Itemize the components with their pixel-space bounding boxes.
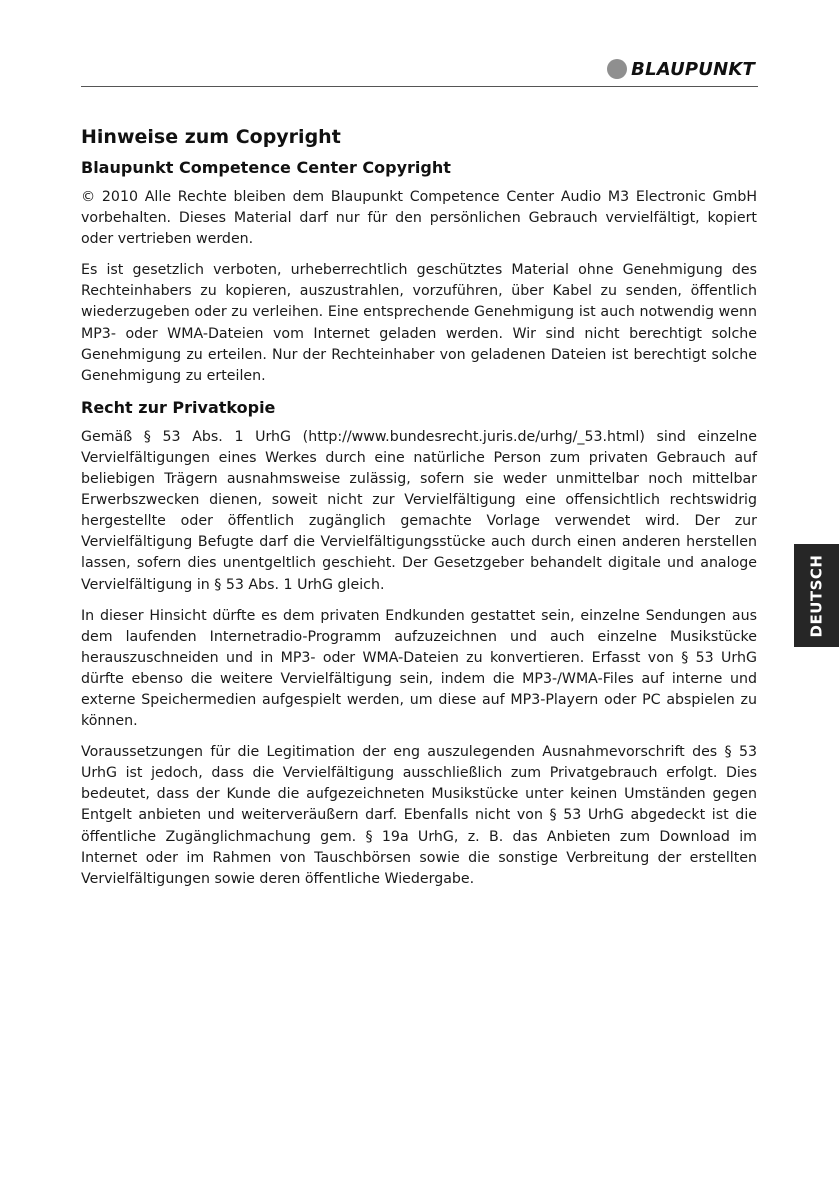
section-heading-private-copy: Recht zur Privatkopie xyxy=(81,397,276,417)
section-competence-center-copyright xyxy=(81,157,757,387)
brand-name: BLAUPUNKT xyxy=(631,58,755,80)
brand-logo xyxy=(607,58,755,80)
header-divider xyxy=(81,86,758,87)
language-tab-label: DEUTSCH xyxy=(807,554,826,637)
paragraph-section-53: Gemäß § 53 Abs. 1 UrhG (http://www.bundesrecht.juris.de/urhg/_53.html) sind einzelne Vervielfältigungen eines Werkes durch eine natürliche Person zum privaten Gebrauch auf beliebigen Trägern ausnahmsweise zulässig, sofern sie weder unmittelbar noch mittelbar Erwerbszwecken dienen, soweit nicht zur Vervielfältigung eine offensichtlich rechtswidrig hergestellte oder öffentlich zugänglich gemachte Vorlage verwendet wird. Der zur Vervielfältigung Befugte darf die Vervielfältigungsstücke auch durch einen anderen herstellen lassen, sofern dies unentgeltlich geschieht. Der Gesetzgeber behandelt digitale und analoge Vervielfältigung in § 53 Abs. 1 UrhG gleich. xyxy=(81,428,757,593)
section-private-copy xyxy=(81,397,757,890)
paragraph-legal-prohibition: Es ist gesetzlich verboten, urheberrechtlich geschütztes Material ohne Genehmigung des Rechteinhabers zu kopieren, auszustrahlen, vorzuführen, über Kabel zu senden, öffentlich wiederzugeben oder zu verleihen. Eine entsprechende Genehmigung ist auch notwendig wenn MP3- oder WMA-Dateien vom Internet geladen werden. Wir sind nicht berechtigt solche Genehmigung zu erteilen. Nur der Rechteinhaber von geladenen Dateien ist berechtigt solche Genehmigung zu erteilen. xyxy=(81,262,757,384)
paragraph-rights-reserved: © 2010 Alle Rechte bleiben dem Blaupunkt Competence Center Audio M3 Electronic GmbH vorbehalten. Dieses Material darf nur für den persönlichen Gebrauch vervielfältigt, kopiert oder vertrieben werden. xyxy=(81,189,757,248)
section-heading-copyright: Blaupunkt Competence Center Copyright xyxy=(81,158,451,177)
paragraph-conditions: Voraussetzungen für die Legitimation der eng auszulegenden Ausnahmevorschrift des § 53 UrhG ist jedoch, dass die Vervielfältigung ausschließlich zum Privatgebrauch erfolgt. Dies bedeutet, dass der Kunde die aufgezeichneten Musikstücke unter keinen Umständen gegen Entgelt anbieten und weiterveräußern darf. Ebenfalls nicht von § 53 UrhG abgedeckt ist die öffentliche Zugänglichmachung gem. § 19a UrhG, z. B. das Anbieten zum Download im Internet oder im Rahmen von Tauschbörsen sowie die sonstige Verbreitung der erstellten Vervielfältigungen sowie deren öffentliche Wiedergabe. xyxy=(81,744,757,887)
document-body xyxy=(81,124,757,900)
page-title: Hinweise zum Copyright xyxy=(81,126,341,148)
paragraph-internet-radio: In dieser Hinsicht dürfte es dem privaten Endkunden gestattet sein, einzelne Sendungen aus dem laufenden Internetradio-Programm aufzuzeichnen und auch einzelne Musikstücke herauszuschneiden und in MP3- oder WMA-Dateien zu konvertieren. Erfasst von § 53 UrhG dürfte ebenso die weitere Vervielfältigung sein, indem die MP3-/WMA-Files auf interne und externe Speichermedien aufgespielt werden, um diese auf MP3-Playern oder PC abspielen zu können. xyxy=(81,607,757,730)
language-tab xyxy=(794,544,839,647)
brand-logo-dot-icon xyxy=(607,59,627,79)
